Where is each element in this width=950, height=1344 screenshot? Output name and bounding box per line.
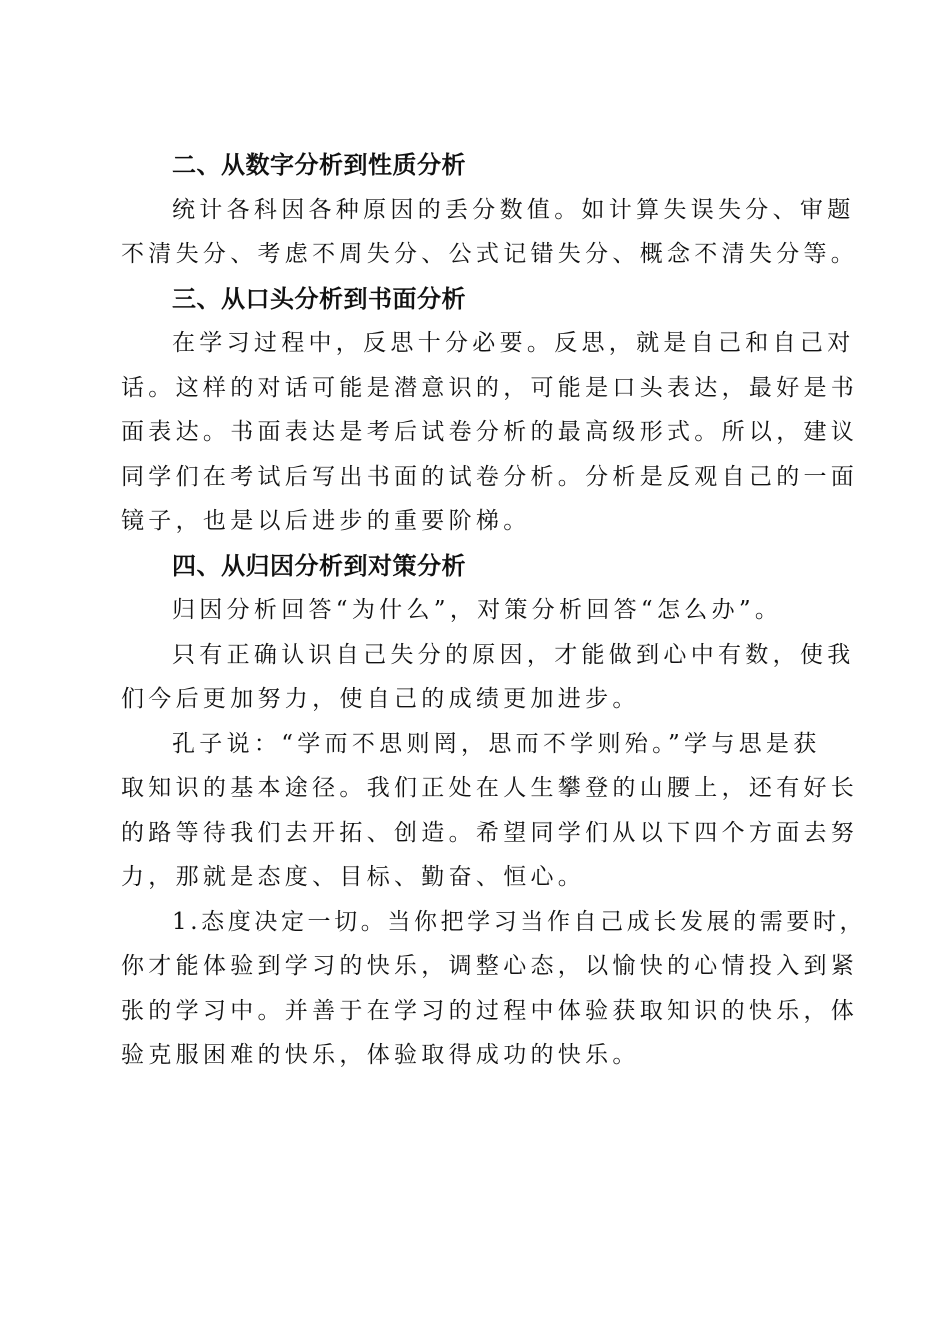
text-line: 1.态度决定一切。当你把学习当作自己成长发展的需要时， [172,908,867,935]
section-heading-4: 四、从归因分析到对策分析 [172,551,466,580]
paragraph [121,588,833,633]
text-line: 张的学习中。并善于在学习的过程中体验获取知识的快乐，体 [121,997,859,1024]
text-line: 话。这样的对话可能是潜意识的，可能是口头表达，最好是书 [121,374,859,401]
paragraph [121,321,859,544]
text-line: 归因分析回答“为什么”，对策分析回答“怎么办”。 [172,597,783,623]
paragraph [121,900,867,1078]
text-line: 在学习过程中，反思十分必要。反思，就是自己和自己对 [172,330,855,356]
document-body [121,143,867,1078]
paragraph [121,188,859,277]
paragraph [121,633,855,722]
text-line: 的路等待我们去开拓、创造。希望同学们从以下四个方面去努 [121,819,859,846]
text-line: 取知识的基本途径。我们正处在人生攀登的山腰上，还有好长 [121,775,859,801]
text-line: 面表达。书面表达是考后试卷分析的最高级形式。所以，建议 [121,419,859,445]
text-line: 不清失分、考虑不周失分、公式记错失分、概念不清失分等。 [121,241,859,267]
text-line: 同学们在考试后写出书面的试卷分析。分析是反观自己的一面 [121,463,859,490]
text-line: 镜子，也是以后进步的重要阶梯。 [121,508,531,534]
section-heading-2: 二、从数字分析到性质分析 [172,151,466,179]
paragraph [121,722,859,900]
text-line: 们今后更加努力，使自己的成绩更加进步。 [121,686,640,712]
text-line: 力，那就是态度、目标、勤奋、恒心。 [121,864,586,890]
text-line: 你才能体验到学习的快乐，调整心态，以愉快的心情投入到紧 [121,953,859,979]
text-line: 孔子说：“学而不思则罔，思而不学则殆。”学与思是获 [172,730,821,757]
section-heading-3: 三、从口头分析到书面分析 [172,284,466,313]
text-line: 只有正确认识自己失分的原因，才能做到心中有数，使我 [172,641,855,668]
text-line: 统计各科因各种原因的丢分数值。如计算失误失分、审题 [172,196,855,223]
text-line: 验克服困难的快乐，体验取得成功的快乐。 [121,1042,640,1068]
